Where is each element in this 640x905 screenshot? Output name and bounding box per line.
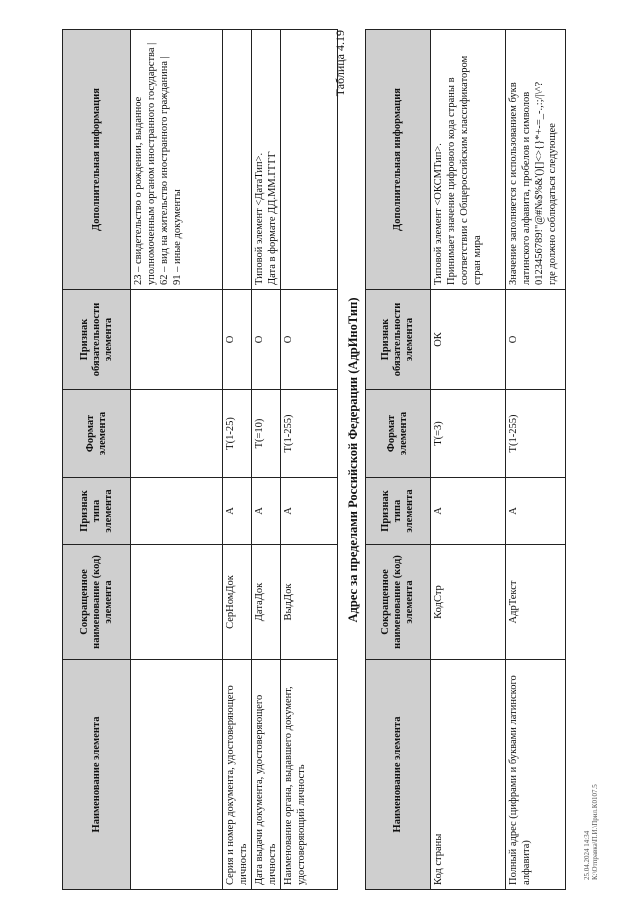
header-code: Сокращенное наименование (код) элемента [366,545,431,660]
header-info: Дополнительная информация [63,30,131,290]
cell-info [223,30,252,290]
cell-name: Полный адрес (цифрами и буквами латинского алфавита) [506,660,566,890]
header-required: Признак обязательности элемента [366,290,431,390]
cell-format: Т(=3) [431,390,506,478]
cell-format: Т(1-255) [281,390,338,478]
cell-type: А [506,478,566,545]
cell-required [131,290,223,390]
table-row [281,30,338,890]
cell-code: СерНомДок [223,545,252,660]
table-title: Адрес за пределами Российской Федерации (АдрИноТип) [346,297,360,623]
cell-type: А [431,478,506,545]
cell-code: АдрТекст [506,545,566,660]
cell-code: КодСтр [431,545,506,660]
cell-required: О [506,290,566,390]
cell-code: ВыдДок [281,545,338,660]
table-row [223,30,252,890]
footer-path: К:\Отправка\П.И.\Прил.К0107.5 [591,784,599,880]
cell-info: Значение заполняется с использованием букв латинского алфавита, пробелов и символов 0123456789!"@#№$%&'()[]<>{}*+-=_-.,:;/|\^? где должно соблюдаться следующее [506,30,566,290]
cell-required: О [281,290,338,390]
cell-info: 23 – свидетельство о рождении, выданное уполномоченным органом иностранного государства | 62 – вид на жительство иностранного гражданина | 91 – иные документы [131,30,223,290]
footer-timestamp: 25.04.2024 14:34 [583,830,591,880]
cell-format: Т(=10) [252,390,281,478]
header-name: Наименование элемента [63,660,131,890]
cell-code: ДатаДок [252,545,281,660]
cell-name: Серия и номер документа, удостоверяющего личность [223,660,252,890]
header-info: Дополнительная информация [366,30,431,290]
footer-stamp [583,784,599,880]
header-required: Признак обязательности элемента [63,290,131,390]
table-row [252,30,281,890]
cell-format: Т(1-25) [223,390,252,478]
cell-info: Типовой элемент <ДатаТип>. Дата в формате ДД.ММ.ГГГГ [252,30,281,290]
table-row [431,30,506,890]
cell-required: О [252,290,281,390]
cell-format: Т(1-255) [506,390,566,478]
table-foreign-address [365,29,566,890]
cell-type: А [281,478,338,545]
header-format: Формат элемента [366,390,431,478]
cell-type [131,478,223,545]
header-name: Наименование элемента [366,660,431,890]
header-type: Признак типа элемента [366,478,431,545]
header-code: Сокращенное наименование (код) элемента [63,545,131,660]
cell-info [281,30,338,290]
table-row [131,30,223,890]
table-document-identity [62,29,338,890]
cell-format [131,390,223,478]
cell-required: ОК [431,290,506,390]
table-header-row [63,30,131,890]
cell-type: А [223,478,252,545]
table-label: Таблица 4.19 [333,30,347,97]
cell-name [131,660,223,890]
header-format: Формат элемента [63,390,131,478]
cell-name: Дата выдачи документа, удостоверяющего личность [252,660,281,890]
cell-info: Типовой элемент <ОКСМТип>. Принимает значение цифрового кода страны в соответствии с Общероссийским классификатором стран мира [431,30,506,290]
table-row [506,30,566,890]
header-type: Признак типа элемента [63,478,131,545]
cell-name: Наименование органа, выдавшего документ, удостоверяющий личность [281,660,338,890]
cell-code [131,545,223,660]
cell-required: О [223,290,252,390]
cell-type: А [252,478,281,545]
cell-name: Код страны [431,660,506,890]
table-header-row [366,30,431,890]
